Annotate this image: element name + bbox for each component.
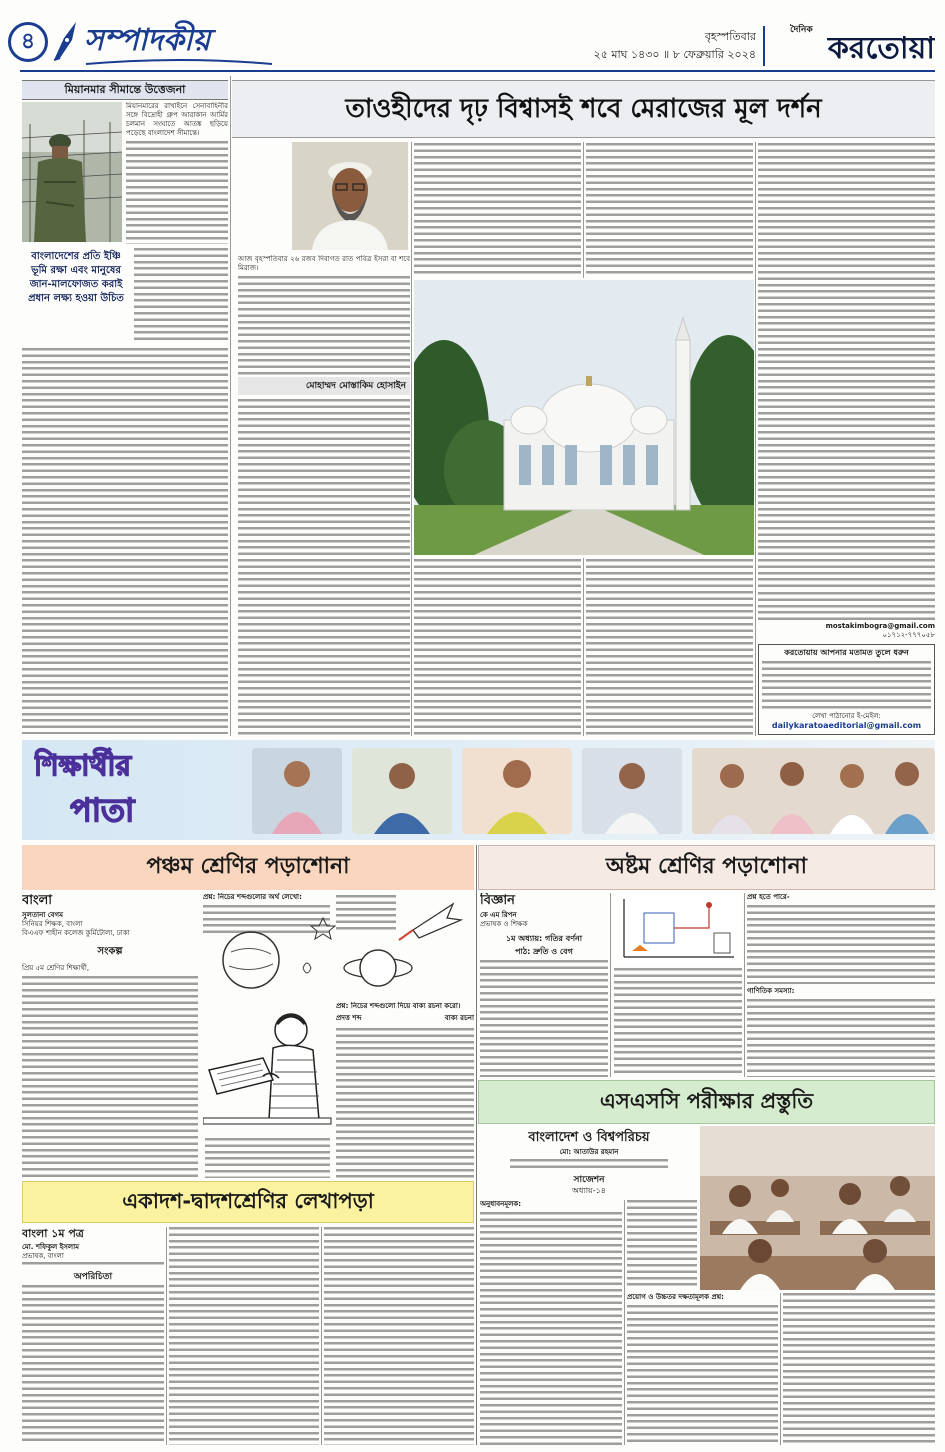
class8-designation: প্রভাষক ও শিক্ষক [480,920,528,928]
students-banner-title-line2: পাতা [70,791,135,829]
column-rule [744,893,745,1077]
ssc-text-lines [480,1212,622,1445]
author-note [758,592,935,640]
editorial-text-lines [22,348,228,734]
class5-designation: সিনিয়র শিক্ষক, বাংলা [22,920,83,928]
ssc-header: এসএসসি পরীক্ষার প্রস্তুতি [478,1080,935,1124]
hsc-teacher: মো. শফিকুল ইসলাম [22,1243,80,1251]
main-headline: তাওহীদের দৃঢ় বিশ্বাসই শবে মেরাজের মূল দর্শন [232,80,935,138]
class8-text-lines [614,968,742,1076]
hsc-text-lines [22,1285,164,1445]
ssc-col-2 [627,1293,778,1445]
class8-science-col-1 [480,893,608,1077]
opinion-box-title: করতোয়ায় আপনার মতামত তুলে ধরুন [784,648,909,657]
author-email: mostakimbogra@gmail.com [825,622,935,630]
mosque-illustration [414,280,754,555]
class8-text-lines [747,999,935,1078]
ssc-col-1 [480,1200,622,1445]
author-phone: ০১৭১২-৭৭৭০৫৮ [882,631,935,639]
ssc-subject: বাংলাদেশ ও বিশ্বপরিচয় [528,1130,650,1145]
column-rule [230,76,231,736]
article-text-lines [238,399,410,735]
border-soldier-photo [22,102,122,242]
issue-weekday: বৃহস্পতিবার [704,30,756,43]
class5-institution: বিএএফ শাহীন কলেজ কুর্মিটোলা, ঢাকা [22,929,130,937]
class8-math-label: গাণিতিক সমস্যা: [747,986,795,995]
hsc-subject: বাংলা ১ম পত্র [22,1227,84,1240]
pen-nib-icon [50,18,82,64]
class5-header: পঞ্চম শ্রেণির পড়াশোনা [22,845,474,890]
article-text-lines [586,143,753,277]
editorial-lead: মিয়ানমারের রাখাইনে সেনাবাহিনীর সঙ্গে বিদ্রোহী গ্রুপ আরাকান আর্মির চলমান সংঘাতে আতঙ্ক ছড়িয়ে পড়েছে বাংলাদেশ সীমান্তে। [126,102,228,137]
ssc-chapter: অধ্যায়-১৪ [571,1186,607,1195]
class8-text-lines [480,960,608,1077]
opinion-box-email: dailykaratoaeditorial@gmail.com [771,721,922,730]
main-article-lead: আজ বৃহস্পতিবার ২৬ রজব দিবাগত রাত পবিত্র ইসরা বা শবে মিরাজ। [238,255,410,272]
column-rule [411,142,412,736]
editorial-highlight: বাংলাদেশের প্রতি ইঞ্চি ভূমি রক্ষা এবং মানুষের জান-মালফোজত করাই প্রধান লক্ষ্য হওয়া উচিত [28,251,124,304]
section-title: সম্পাদকীয় [84,23,211,58]
class5-meaning-question: প্রশ্ন: নিচের শব্দগুলোর অর্থ লেখো: [203,893,302,901]
ssc-title-block [480,1128,698,1198]
hsc-header: একাদশ-দ্বাদশশ্রেণির লেখাপড়া [22,1181,474,1223]
hsc-text-lines [169,1227,319,1445]
class5-lesson: সংকল্প [97,946,123,957]
hsc-text-lines [324,1227,474,1445]
ssc-suggestion: সাজেশন [573,1175,605,1185]
motion-diagram [614,893,742,965]
opinion-box-email-label: লেখা পাঠানোর ই-মেইল: [812,712,881,720]
section-divider [476,845,477,1445]
ssc-text-lines [627,1305,778,1445]
issue-date: ২৫ মাঘ ১৪৩০ ॥ ৮ ফেব্রুয়ারি ২০২৪ [593,48,756,61]
author-note-text-lines [758,592,935,621]
author-name: মোহাম্মদ মোস্তাকিম হোসাইন [238,377,410,395]
class5-teacher: সুলতানা বেগম [22,911,63,919]
class5-sentence-question: প্রশ্ন: নিচের শব্দগুলো দিয়ে বাক্য রচনা করো। [336,1002,461,1010]
class5-sentence-block [336,1002,474,1178]
class8-science-col-3 [747,893,935,1077]
ssc-text-lines [627,1200,697,1288]
class8-teacher: কে এম রিপন [480,911,517,919]
column-rule [780,1293,781,1445]
boy-reading-illustration [203,1000,333,1135]
class5-bangla-col [22,893,198,1178]
class5-subject: বাংলা [22,893,53,908]
class8-subject: বিজ্ঞান [480,893,515,908]
class5-col-sentence: বাক্য রচনা [444,1014,474,1022]
hsc-designation: প্রভাষক, বাংলা [22,1252,64,1260]
class8-header: অষ্টম শ্রেণির পড়াশোনা [478,845,935,890]
editorial-text-lines [134,248,228,344]
header-rule [20,70,935,72]
ssc-byline-lines [510,1159,668,1171]
section-title-swoosh [84,58,274,68]
editorial-lead-block [126,102,228,244]
class5-sentence-table-head [336,1014,474,1026]
column-rule [583,142,584,278]
header-divider [763,26,765,66]
column-rule [610,893,611,1077]
column-rule [755,142,756,736]
ssc-teacher: মো: আতাউর রহমান [559,1148,619,1156]
article-text-lines [414,559,581,735]
column-rule [583,558,584,736]
main-article-col-1-top [238,255,410,375]
opinion-box-text-lines [762,661,931,710]
article-text-lines [586,559,753,735]
column-rule [624,1200,625,1445]
class5-text-lines [22,976,198,1178]
students-banner-title-line1: শিক্ষার্থীর [34,749,131,782]
column-rule [321,1227,322,1445]
hsc-col-1 [22,1227,164,1445]
class8-chapter: ১ম অধ্যায়: গতির বর্ণনা [505,934,583,943]
editorial-text-lines [126,141,228,244]
opinion-box [758,644,935,735]
class5-text-lines [336,1028,474,1178]
class8-question-label: প্রশ্ন হতে পারে- [747,893,790,901]
class8-text-lines [747,905,935,984]
editorial-title: মিয়ানমার সীমান্তে উত্তেজনা [22,80,228,100]
ssc-application-label: প্রয়োগ ও উচ্চতর দক্ষতামূলক প্রশ্ন: [627,1293,724,1301]
article-text-lines [758,143,935,589]
hsc-lesson: অপরিচিতা [73,1272,113,1282]
space-illustration [203,898,472,1000]
ssc-comprehension-label: অনুধাবনমূলক: [480,1200,522,1208]
class5-intro: প্রিয় ৫ম শ্রেণির শিক্ষার্থী, [22,964,90,972]
page-number: ৪ [8,22,48,62]
hsc-byline-lines [22,1262,164,1268]
brand-logo: করতোয়া [827,31,935,66]
article-text-lines [238,276,410,375]
author-portrait [292,142,408,250]
column-rule [166,1227,167,1445]
class5-word-list-lines [205,1138,330,1178]
exam-hall-photo [700,1126,935,1290]
ssc-text-lines [783,1293,935,1445]
brand-prefix: দৈনিক [790,25,813,35]
article-text-lines [414,143,581,277]
class5-col-word: প্রদত্ত শব্দ [336,1014,362,1022]
class8-lesson: পাঠ: দ্রুতি ও বেগ [515,947,573,956]
